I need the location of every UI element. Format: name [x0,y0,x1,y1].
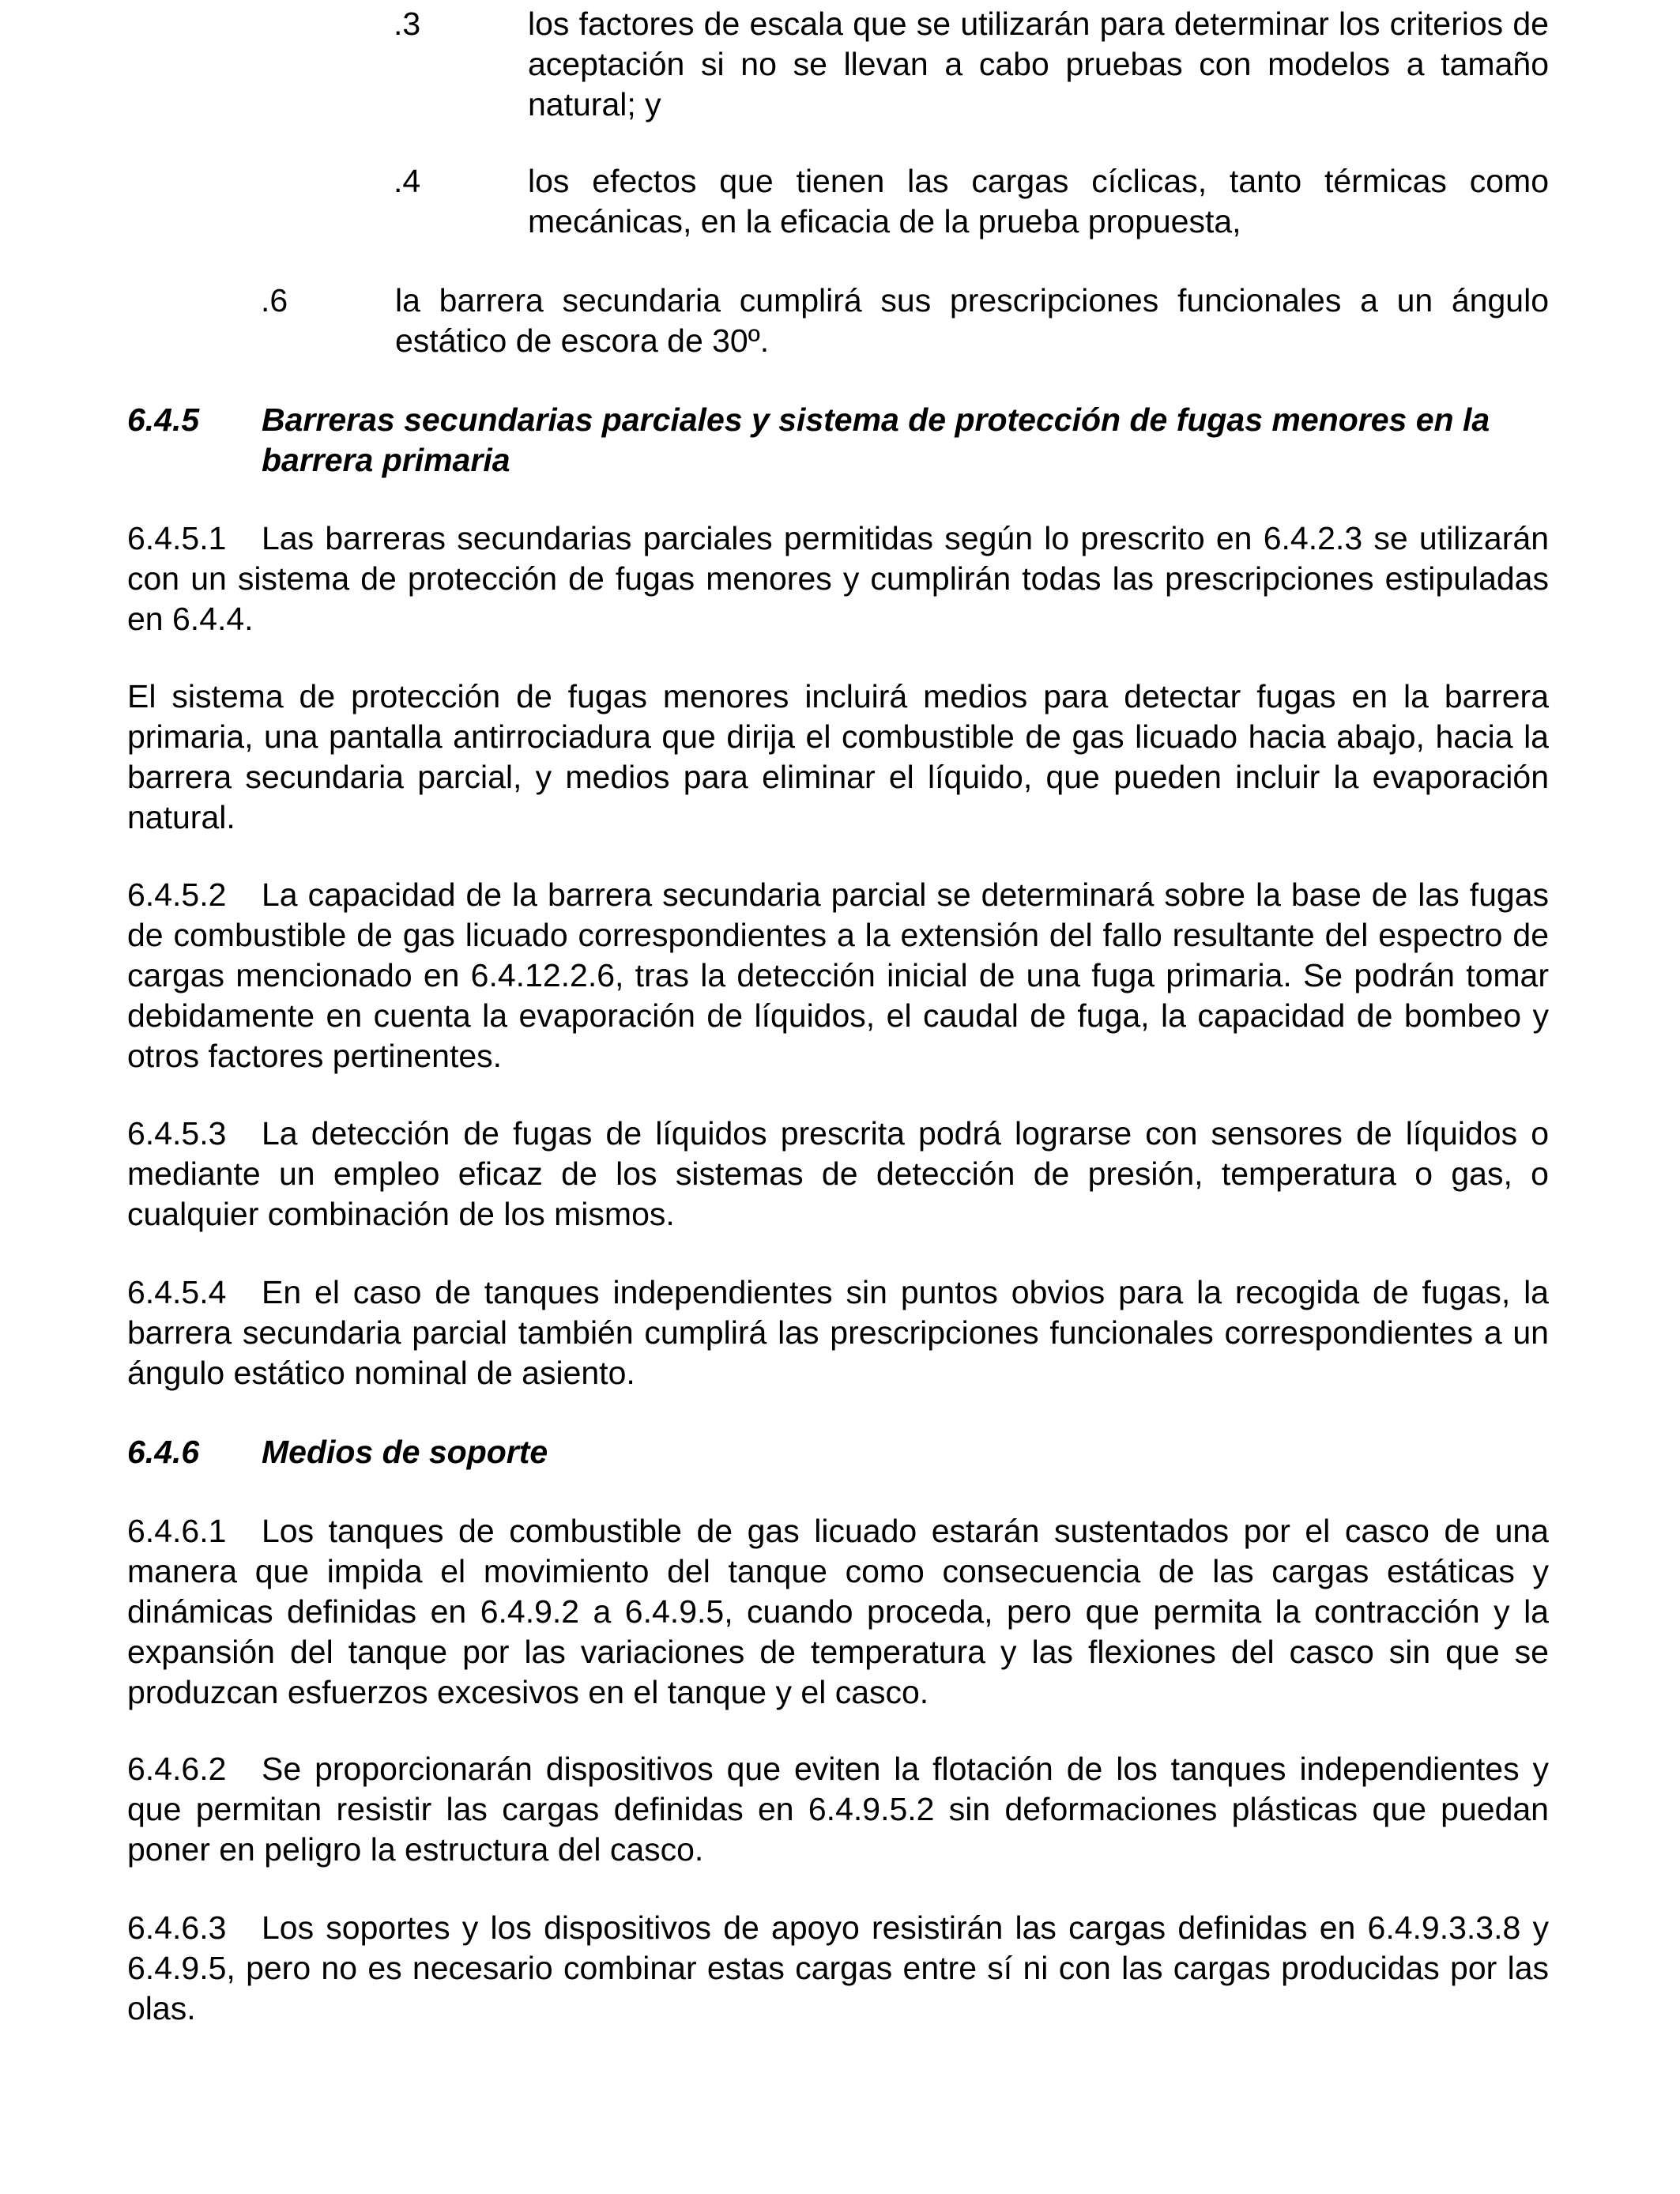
paragraph-number: 6.4.5.3 [127,1115,227,1152]
paragraph-number: 6.4.5.1 [127,520,227,556]
section-number: 6.4.5 [127,401,200,438]
paragraph-text: La detección de fugas de líquidos prescrita podrá lograrse con sensores de líquidos o mediante un empleo eficaz de los sistemas de detección de presión, temperatura o gas, o cualquier combinación de los mismos. [127,1115,1549,1232]
paragraph-6-4-5-1 [127,518,1549,639]
list-item-6 [261,281,1549,361]
list-item-number: .6 [261,282,288,319]
paragraph-6-4-6-3 [127,1908,1549,2029]
section-number: 6.4.6 [127,1434,200,1470]
paragraph-6-4-6-2 [127,1749,1549,1870]
paragraph-text: El sistema de protección de fugas menores incluirá medios para detectar fugas en la barrera primaria, una pantalla antirrociadura que dirija el combustible de gas licuado hacia abajo, hacia la barrera secundaria parcial, y medios para eliminar el líquido, que pueden incluir la evaporación natural. [127,678,1549,835]
paragraph-number: 6.4.5.2 [127,876,227,913]
paragraph-text: Se proporcionarán dispositivos que eviten la flotación de los tanques independientes y que permitan resistir las cargas definidas en 6.4.9.5.2 sin deformaciones plásticas que puedan poner en peligro la estructura del casco. [127,1751,1549,1868]
section-heading-6-4-6 [127,1432,1549,1472]
paragraph-number: 6.4.6.1 [127,1513,227,1549]
list-item-4 [394,161,1549,242]
paragraph-text: La capacidad de la barrera secundaria parcial se determinará sobre la base de las fugas de combustible de gas licuado correspondientes a la extensión del fallo resultante del espectro de cargas mencionado en 6.4.12.2.6, tras la detección inicial de una fuga primaria. Se podrán tomar debidamente en cuenta la evaporación de líquidos, el caudal de fuga, la capacidad de bombeo y otros factores pertinentes. [127,876,1549,1074]
list-item-number: .3 [394,6,421,42]
paragraph-number: 6.4.6.3 [127,1909,227,1946]
section-heading-6-4-5 [127,400,1549,481]
list-item-3 [394,4,1549,125]
paragraph-number: 6.4.5.4 [127,1274,227,1310]
paragraph-6-4-5-1-continued [127,677,1549,838]
paragraph-6-4-6-1 [127,1511,1549,1713]
list-item-text: los efectos que tienen las cargas cíclicas, tanto térmicas como mecánicas, en la eficacia de la prueba propuesta, [528,163,1549,239]
paragraph-text: En el caso de tanques independientes sin puntos obvios para la recogida de fugas, la barrera secundaria parcial también cumplirá las prescripciones funcionales correspondientes a un ángulo estático nominal de asiento. [127,1274,1549,1391]
paragraph-6-4-5-3 [127,1114,1549,1235]
list-item-number: .4 [394,163,421,199]
paragraph-6-4-5-4 [127,1272,1549,1393]
paragraph-text: Los soportes y los dispositivos de apoyo resistirán las cargas definidas en 6.4.9.3.3.8 y 6.4.9.5, pero no es necesario combinar estas cargas entre sí ni con las cargas producidas por las olas. [127,1909,1549,2026]
list-item-text: la barrera secundaria cumplirá sus prescripciones funcionales a un ángulo estático de escora de 30º. [395,282,1549,359]
section-title: Barreras secundarias parciales y sistema de protección de fugas menores en la barrera primaria [262,401,1490,478]
paragraph-number: 6.4.6.2 [127,1751,227,1787]
paragraph-text: Las barreras secundarias parciales permitidas según lo prescrito en 6.4.2.3 se utilizarán con un sistema de protección de fugas menores y cumplirán todas las prescripciones estipuladas en 6.4.4. [127,520,1549,637]
list-item-text: los factores de escala que se utilizarán para determinar los criterios de aceptación si no se llevan a cabo pruebas con modelos a tamaño natural; y [528,6,1549,123]
paragraph-text: Los tanques de combustible de gas licuado estarán sustentados por el casco de una manera que impida el movimiento del tanque como consecuencia de las cargas estáticas y dinámicas definidas en 6.4.9.2 a 6.4.9.5, cuando proceda, pero que permita la contracción y la expansión del tanque por las variaciones de temperatura y las flexiones del casco sin que se produzcan esfuerzos excesivos en el tanque y el casco. [127,1513,1549,1710]
section-title: Medios de soporte [262,1434,548,1470]
paragraph-6-4-5-2 [127,875,1549,1076]
